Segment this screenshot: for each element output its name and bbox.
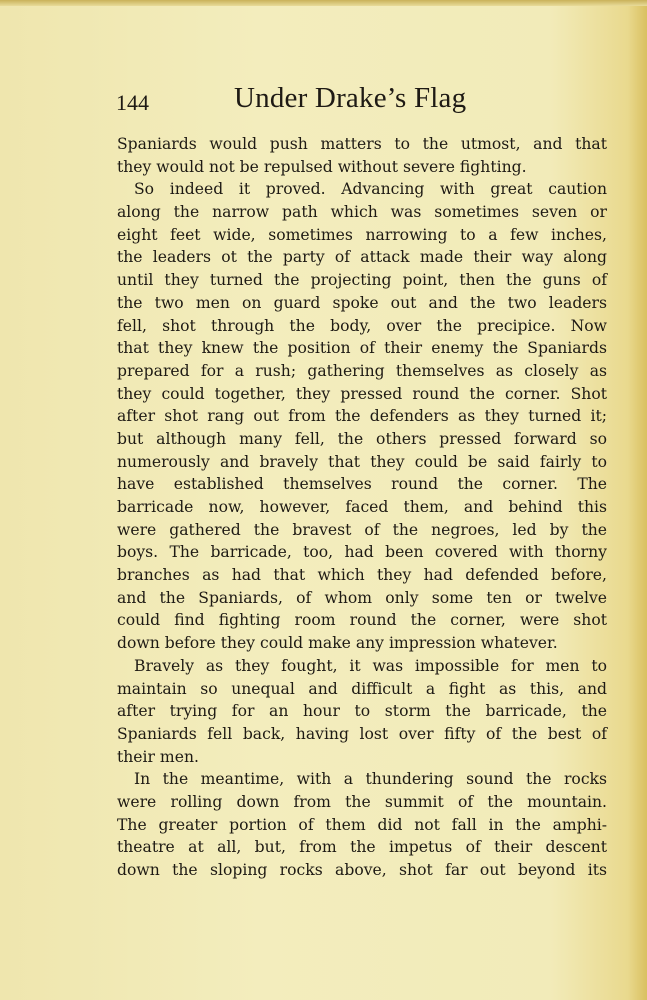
text-line: their men. [117, 747, 199, 766]
page-top-edge [0, 0, 647, 6]
text-line: but although many fell, the others pressed forward so [117, 429, 607, 448]
text-line: the two men on guard spoke out and the two leaders [117, 293, 607, 312]
text-line: branches as had that which they had defended before, [117, 566, 607, 585]
text-line: Bravely as they fought, it was impossible for men to [134, 656, 607, 675]
text-line: numerously and bravely that they could be said fairly to [117, 452, 607, 471]
text-line: prepared for a rush; gathering themselves as closely as [117, 361, 607, 380]
text-line: Spaniards fell back, having lost over fifty of the best of [117, 724, 607, 743]
text-line: down the sloping rocks above, shot far out beyond its [117, 861, 607, 879]
text-line: until they turned the projecting point, then the guns of [117, 271, 607, 290]
text-line: were rolling down from the summit of the mountain. [117, 792, 607, 811]
text-line: the leaders ot the party of attack made their way along [117, 248, 607, 267]
text-line: could find fighting room round the corner, were shot [117, 611, 607, 630]
text-line: they could together, they pressed round the corner. Shot [117, 384, 607, 403]
text-line: and the Spaniards, of whom only some ten or twelve [117, 588, 607, 607]
text-line: In the meantime, with a thundering sound the rocks [134, 770, 607, 789]
text-line: Spaniards would push matters to the utmost, and that [117, 135, 607, 153]
text-line: down before they could make any impression whatever. [117, 634, 558, 653]
text-line: barricade now, however, faced them, and behind this [117, 498, 607, 516]
text-line: theatre at all, but, from the impetus of their descent [117, 838, 607, 857]
text-line: eight feet wide, sometimes narrowing to a few inches, [117, 225, 607, 244]
text-line: they would not be repulsed without severe fighting. [117, 157, 527, 176]
text-line: have established themselves round the corner. The [117, 475, 607, 494]
page-header [0, 82, 647, 122]
text-line: maintain so unequal and difficult a fight as this, and [117, 679, 607, 698]
running-head: Under Drake’s Flag [234, 82, 467, 114]
text-line: after shot rang out from the defenders as they turned it; [117, 407, 607, 426]
text-line: So indeed it proved. Advancing with great caution [134, 180, 607, 199]
body-text [117, 133, 607, 882]
page-number: 144 [116, 90, 149, 115]
text-line: The greater portion of them did not fall in the amphi- [117, 815, 607, 834]
text-line: along the narrow path which was sometimes seven or [117, 203, 607, 222]
text-line: boys. The barricade, too, had been covered with thorny [117, 543, 607, 562]
text-line: fell, shot through the body, over the precipice. Now [117, 316, 607, 335]
text-line: that they knew the position of their enemy the Spaniards [117, 339, 607, 358]
text-line: after trying for an hour to storm the barricade, the [117, 702, 607, 721]
text-line: were gathered the bravest of the negroes, led by the [117, 520, 607, 539]
